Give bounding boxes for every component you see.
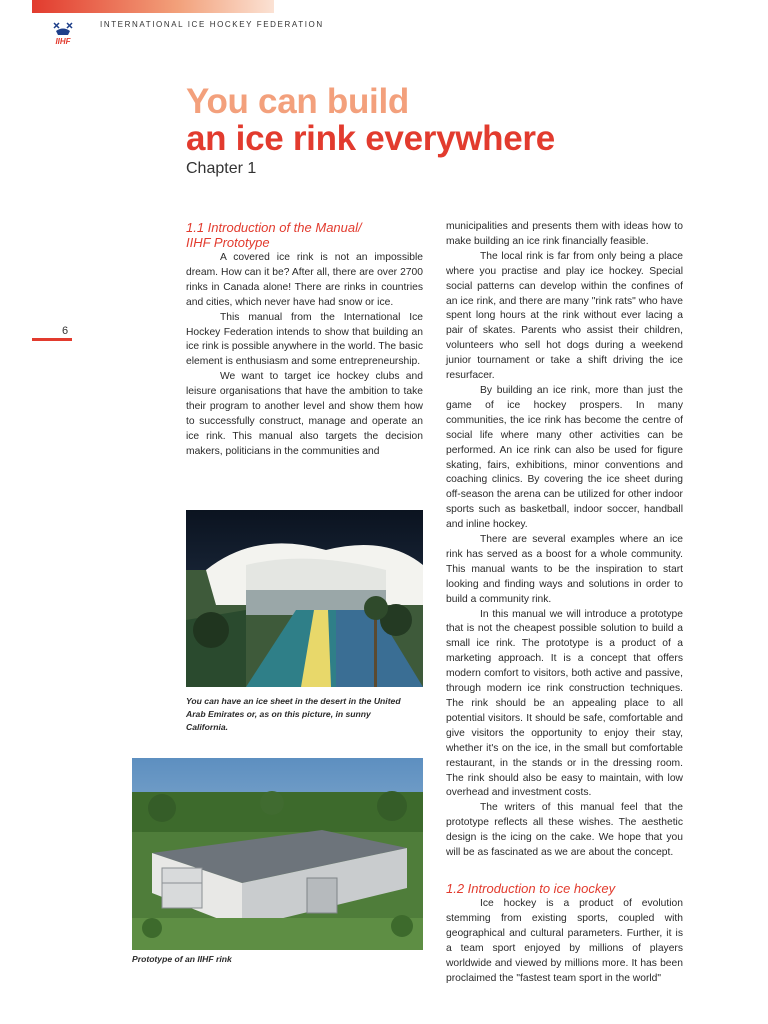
- iihf-logo: [50, 20, 76, 46]
- column-2-paragraph: The local rink is far from only being a place where you practise and play ice hockey. Special social patterns can develop within the confines of an ice rink, and there are many "rink rats" who have spent long hours at the rink without ever lacing a pair of skates. Parents who assist their children, volunteers who sell hot dogs during a weekend junior tournament or take a shift driving the ice resurfacer.: [446, 250, 683, 382]
- title-line-1: You can build: [186, 82, 409, 121]
- photo-2-caption: Prototype of an IIHF rink: [132, 954, 232, 964]
- column-2-continuation: municipalities and presents them with ideas how to make building an ice rink financially feasible.: [446, 221, 683, 247]
- section-1-heading-line-2: IIHF Prototype: [186, 235, 270, 250]
- section-1-heading-line-1: 1.1 Introduction of the Manual/: [186, 220, 362, 235]
- title-line-2: an ice rink everywhere: [186, 119, 555, 158]
- section-2-heading: 1.2 Introduction to ice hockey: [446, 880, 616, 896]
- chapter-label: Chapter 1: [186, 160, 257, 177]
- column-2-paragraph: In this manual we will introduce a prototype that is not the cheapest possible solution to build a small ice rink. The prototype is a product of a marketing approach. It is a concept that offers modern comfort to visitors, both active and passive, through modern ice rink construction techniques. The rink should be an appealing place to all potential visitors. It should be safe, comfortable and give visitors the opportunity to enjoy their stay, whether it's on the ice, in the small but comfortable restaurant, in the stands or in the dressing room. The rink should also be easy to maintain, with low overhead and investment costs.: [446, 608, 683, 799]
- section-1-paragraph: We want to target ice hockey clubs and leisure organisations that have the ambition to take their program to another level and show them how to successfully construct, manage and operate an ice rink. This manual also targets the decision makers, politicians in the communities and: [186, 371, 423, 457]
- ice-rink-dome-photo: [186, 510, 423, 687]
- organization-name: INTERNATIONAL ICE HOCKEY FEDERATION: [100, 20, 324, 29]
- page-number: 6: [62, 325, 69, 337]
- column-2-paragraph: By building an ice rink, more than just the game of ice hockey prospers. In many communities, the ice rink has become the centre of social life where many other activities can be performed. An ice rink can also be used for figure skating, fairs, exhibitions, minor conventions and coaching clinics. By covering the ice sheet during off-season the arena can be utilized for other indoor sports such as basketball, indoor soccer, handball and inline hockey.: [446, 384, 683, 531]
- column-2-paragraph: The writers of this manual feel that the prototype reflects all these wishes. The aesthetic design is the icing on the cake. We hope that you will be as fascinated as we are about the concept.: [446, 802, 683, 859]
- section-1-paragraph: This manual from the International Ice Hockey Federation intends to show that building an ice rink is possible anywhere in the world. The basic element is enthusiasm and some entrepreneurship.: [186, 311, 423, 368]
- photo-1-caption: You can have an ice sheet in the desert in the United Arab Emirates or, as on this picture, in sunny California.: [186, 696, 401, 732]
- header-accent-bar: [32, 0, 274, 13]
- section-2-paragraph: Ice hockey is a product of evolution stemming from existing sports, coupled with geographical and cultural parameters. Further, it is a team sport enjoyed by millions of players worldwide and viewed by millions more. It has been proclaimed the "fastest team sport in the world": [446, 897, 683, 984]
- column-right: [446, 220, 683, 986]
- section-1-paragraph: A covered ice rink is not an impossible dream. How can it be? After all, there are over 2700 rinks in Canada alone! There are rinks in countries and cities, which never have had snow or ice.: [186, 252, 423, 308]
- svg-text:IIHF: IIHF: [55, 37, 71, 46]
- prototype-rink-rendering: [132, 758, 423, 950]
- column-2-paragraph: There are several examples where an ice rink has served as a boost for a whole community. This manual wants to be the inspiration to start looking and finding ways and solutions in order to build a community rink.: [446, 534, 683, 605]
- page-number-rule: [32, 338, 72, 341]
- column-left: [186, 220, 423, 460]
